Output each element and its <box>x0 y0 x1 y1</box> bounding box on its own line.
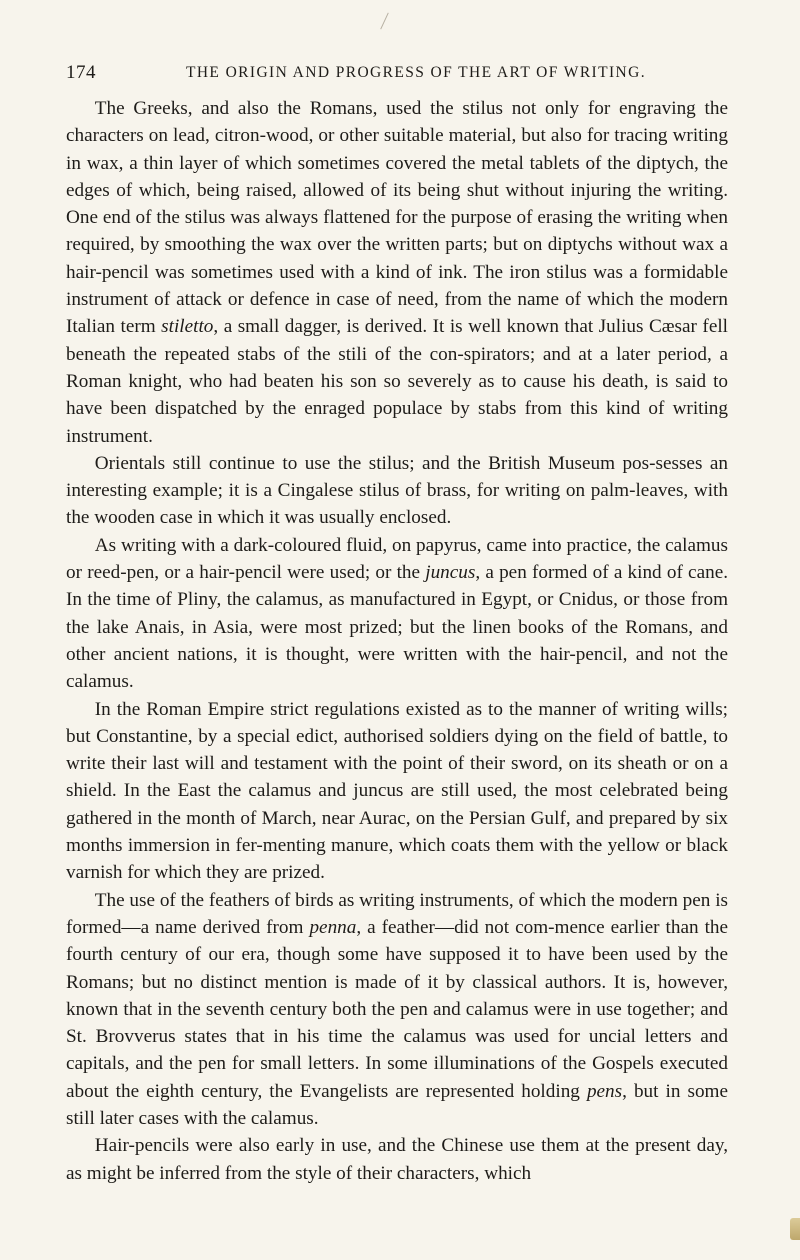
body-text <box>66 95 728 1187</box>
term-juncus: juncus <box>425 562 476 584</box>
page-edge-stain <box>790 1218 800 1240</box>
paragraph-orientals: Orientals still continue to use the stilus; and the British Museum pos-sesses an interesting example; it is a Cingalese stilus of brass, for writing on palm-leaves, with the wooden case in which it was usually enclosed. <box>66 452 728 529</box>
page-number: 174 <box>66 62 96 83</box>
term-stiletto: stiletto <box>161 316 214 338</box>
paragraph-roman-empire: In the Roman Empire strict regulations existed as to the manner of writing wills; but Constantine, by a special edict, authorised soldiers dying on the field of battle, to write their last will and testament with the point of their sword, on its sheath or on a shield. In the East the calamus and juncus are still used, the most celebrated being gathered in the month of March, near Aurac, on the Persian Gulf, and prepared by six months immersion in fer-menting manure, which coats them with the yellow or black varnish for which they are prized. <box>66 698 728 884</box>
term-penna: penna <box>309 916 357 938</box>
pencil-mark <box>380 13 389 30</box>
paragraph-calamus: As writing with a dark-coloured fluid, on papyrus, came into practice, the calamus or reed-pen, or a hair-pencil were used; or the juncus, a pen formed of a kind of cane. In the time of Pliny, the calamus, as manufactured in Egypt, or Cnidus, or those from the lake Anais, in Asia, were most prized; but the linen books of the Romans, and other ancient nations, it is thought, were written with the hair-pencil, and not the calamus. <box>66 534 729 693</box>
running-title: THE ORIGIN AND PROGRESS OF THE ART OF WRITING. <box>185 64 647 81</box>
paragraph-feathers: The use of the feathers of birds as writing instruments, of which the modern pen is formed—a name derived from penna, a feather—did not com-mence earlier than the fourth century of our era, though some have supposed it to have been used by the Romans; but no distinct mention is made of it by classical authors. It is, however, known that in the seventh century both the pen and calamus were in use together; and St. Brovverus states that in his time the calamus was used for uncial letters and capitals, and the pen for small letters. In some illuminations of the Gospels executed about the eighth century, the Evangelists are represented holding pens, but in some still later cases with the calamus. <box>66 889 729 1129</box>
paragraph-hair-pencils: Hair-pencils were also early in use, and the Chinese use them at the present day, as might be inferred from the style of their characters, which <box>66 1135 728 1184</box>
page-header <box>66 62 726 86</box>
paragraph-stilus: The Greeks, and also the Romans, used the stilus not only for engraving the characters on lead, citron-wood, or other suitable material, but also for tracing writing in wax, a thin layer of which sometimes covered the metal tablets of the diptych, the edges of which, being raised, allowed of its being shut without injuring the writing. One end of the stilus was always flattened for the purpose of erasing the writing when required, by smoothing the wax over the written parts; but on diptychs without wax a hair-pencil was sometimes used with a kind of ink. The iron stilus was a formidable instrument of attack or defence in case of need, from the name of which the modern Italian term stiletto, a small dagger, is derived. It is well known that Julius Cæsar fell beneath the repeated stabs of the stili of the con-spirators; and at a later period, a Roman knight, who had beaten his son so severely as to cause his death, is said to have been dispatched by the enraged populace by stabs from this kind of writing instrument. <box>66 98 728 447</box>
term-pens: pens <box>586 1080 623 1102</box>
